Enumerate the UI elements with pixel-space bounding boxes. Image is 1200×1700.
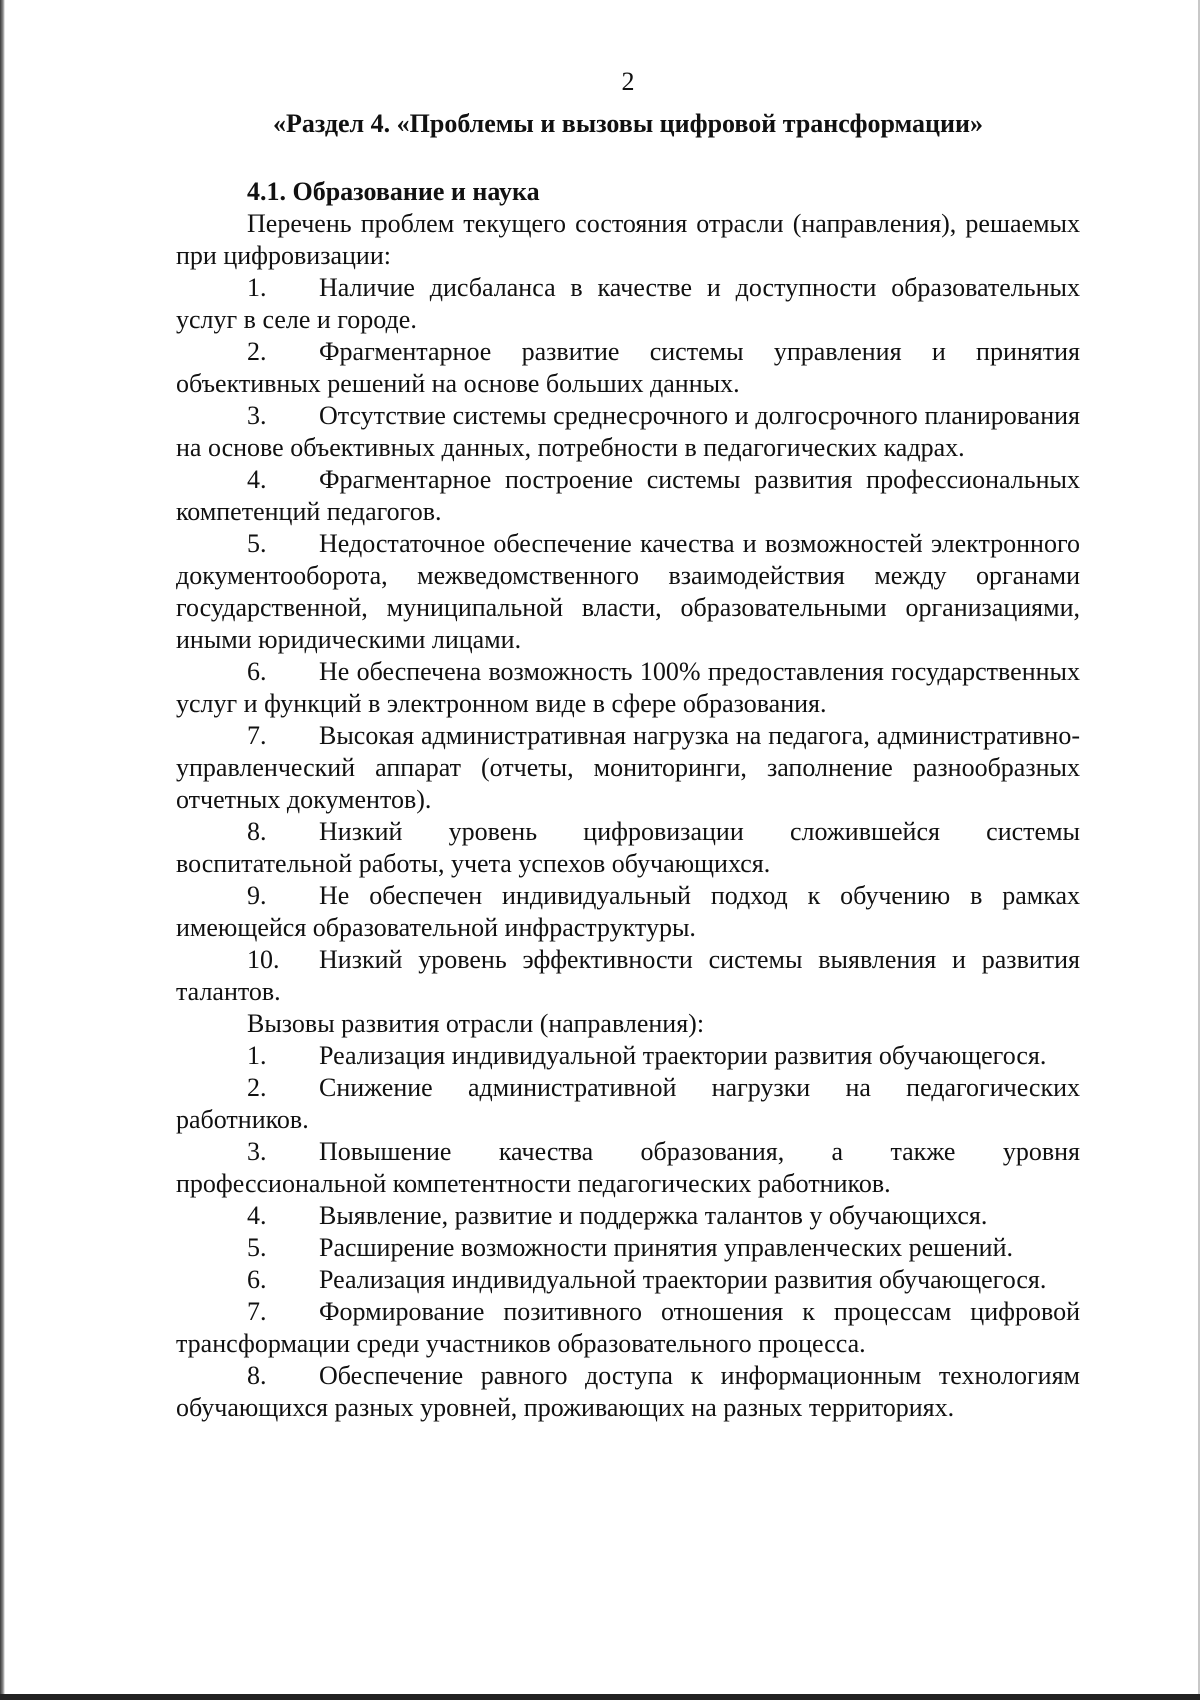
item-text: Отсутствие системы среднесрочного и долгосрочного планирования на основе объективных данных, потребности в педагогических кадрах. bbox=[176, 401, 1080, 462]
item-number: 7. bbox=[247, 721, 267, 750]
problems-intro: Перечень проблем текущего состояния отрасли (направления), решаемых при цифровизации: bbox=[176, 209, 1080, 270]
list-item bbox=[176, 1264, 1080, 1296]
item-text: Не обеспечен индивидуальный подход к обучению в рамках имеющейся образовательной инфраструктуры. bbox=[176, 881, 1080, 942]
list-item bbox=[176, 1360, 1080, 1424]
subsection-title: 4.1. Образование и наука bbox=[247, 177, 540, 206]
item-number: 9. bbox=[247, 881, 267, 910]
list-item bbox=[176, 720, 1080, 816]
list-item bbox=[176, 1296, 1080, 1360]
item-number: 3. bbox=[247, 1137, 267, 1166]
item-number: 2. bbox=[247, 337, 267, 366]
item-text: Формирование позитивного отношения к процессам цифровой трансформации среди участников образовательного процесса. bbox=[176, 1297, 1080, 1358]
item-text: Снижение административной нагрузки на педагогических работников. bbox=[176, 1073, 1080, 1134]
list-item bbox=[176, 272, 1080, 336]
item-number: 7. bbox=[247, 1297, 267, 1326]
item-number: 8. bbox=[247, 1361, 267, 1390]
item-text: Повышение качества образования, а также уровня профессиональной компетентности педагогических работников. bbox=[176, 1137, 1080, 1198]
list-item bbox=[176, 1136, 1080, 1200]
item-number: 5. bbox=[247, 1233, 267, 1262]
list-item bbox=[176, 528, 1080, 656]
item-number: 8. bbox=[247, 817, 267, 846]
item-text: Реализация индивидуальной траектории развития обучающегося. bbox=[319, 1041, 1047, 1070]
item-text: Фрагментарное развитие системы управления и принятия объективных решений на основе больших данных. bbox=[176, 337, 1080, 398]
item-text: Реализация индивидуальной траектории развития обучающегося. bbox=[319, 1265, 1047, 1294]
list-item bbox=[176, 1232, 1080, 1264]
item-number: 3. bbox=[247, 401, 267, 430]
list-item bbox=[176, 1072, 1080, 1136]
item-number: 6. bbox=[247, 1265, 267, 1294]
item-number: 4. bbox=[247, 465, 267, 494]
document-page bbox=[176, 66, 1080, 1424]
challenges-intro: Вызовы развития отрасли (направления): bbox=[247, 1009, 705, 1038]
scan-edge-bottom bbox=[0, 1694, 1200, 1700]
scan-edge-left bbox=[0, 0, 5, 1700]
section-title: «Раздел 4. «Проблемы и вызовы цифровой трансформации» bbox=[273, 109, 983, 138]
challenges-list bbox=[176, 1040, 1080, 1424]
item-text: Низкий уровень цифровизации сложившейся системы воспитательной работы, учета успехов обучающихся. bbox=[176, 817, 1080, 878]
list-item bbox=[176, 1040, 1080, 1072]
item-text: Низкий уровень эффективности системы выявления и развития талантов. bbox=[176, 945, 1080, 1006]
item-text: Обеспечение равного доступа к информационным технологиям обучающихся разных уровней, проживающих на разных территориях. bbox=[176, 1361, 1080, 1422]
item-number: 2. bbox=[247, 1073, 267, 1102]
list-item bbox=[176, 1200, 1080, 1232]
item-text: Выявление, развитие и поддержка талантов у обучающихся. bbox=[319, 1201, 988, 1230]
item-number: 5. bbox=[247, 529, 267, 558]
list-item bbox=[176, 816, 1080, 880]
list-item bbox=[176, 336, 1080, 400]
item-text: Расширение возможности принятия управленческих решений. bbox=[319, 1233, 1013, 1262]
list-item bbox=[176, 400, 1080, 464]
item-number: 10. bbox=[247, 945, 280, 974]
list-item bbox=[176, 464, 1080, 528]
item-text: Недостаточное обеспечение качества и возможностей электронного документооборота, межведомственного взаимодействия между органами государственной, муниципальной власти, образовательными организациями, иными юридическими лицами. bbox=[176, 529, 1080, 654]
item-number: 1. bbox=[247, 1041, 267, 1070]
item-text: Фрагментарное построение системы развития профессиональных компетенций педагогов. bbox=[176, 465, 1080, 526]
list-item bbox=[176, 880, 1080, 944]
item-number: 1. bbox=[247, 273, 267, 302]
item-number: 6. bbox=[247, 657, 267, 686]
page-number: 2 bbox=[621, 67, 635, 96]
item-text: Высокая административная нагрузка на педагога, административно-управленческий аппарат (отчеты, мониторинги, заполнение разнообразных отчетных документов). bbox=[176, 721, 1080, 814]
item-text: Не обеспечена возможность 100% предоставления государственных услуг и функций в электронном виде в сфере образования. bbox=[176, 657, 1080, 718]
item-number: 4. bbox=[247, 1201, 267, 1230]
list-item bbox=[176, 656, 1080, 720]
item-text: Наличие дисбаланса в качестве и доступности образовательных услуг в селе и городе. bbox=[176, 273, 1080, 334]
problems-list bbox=[176, 272, 1080, 1008]
list-item bbox=[176, 944, 1080, 1008]
